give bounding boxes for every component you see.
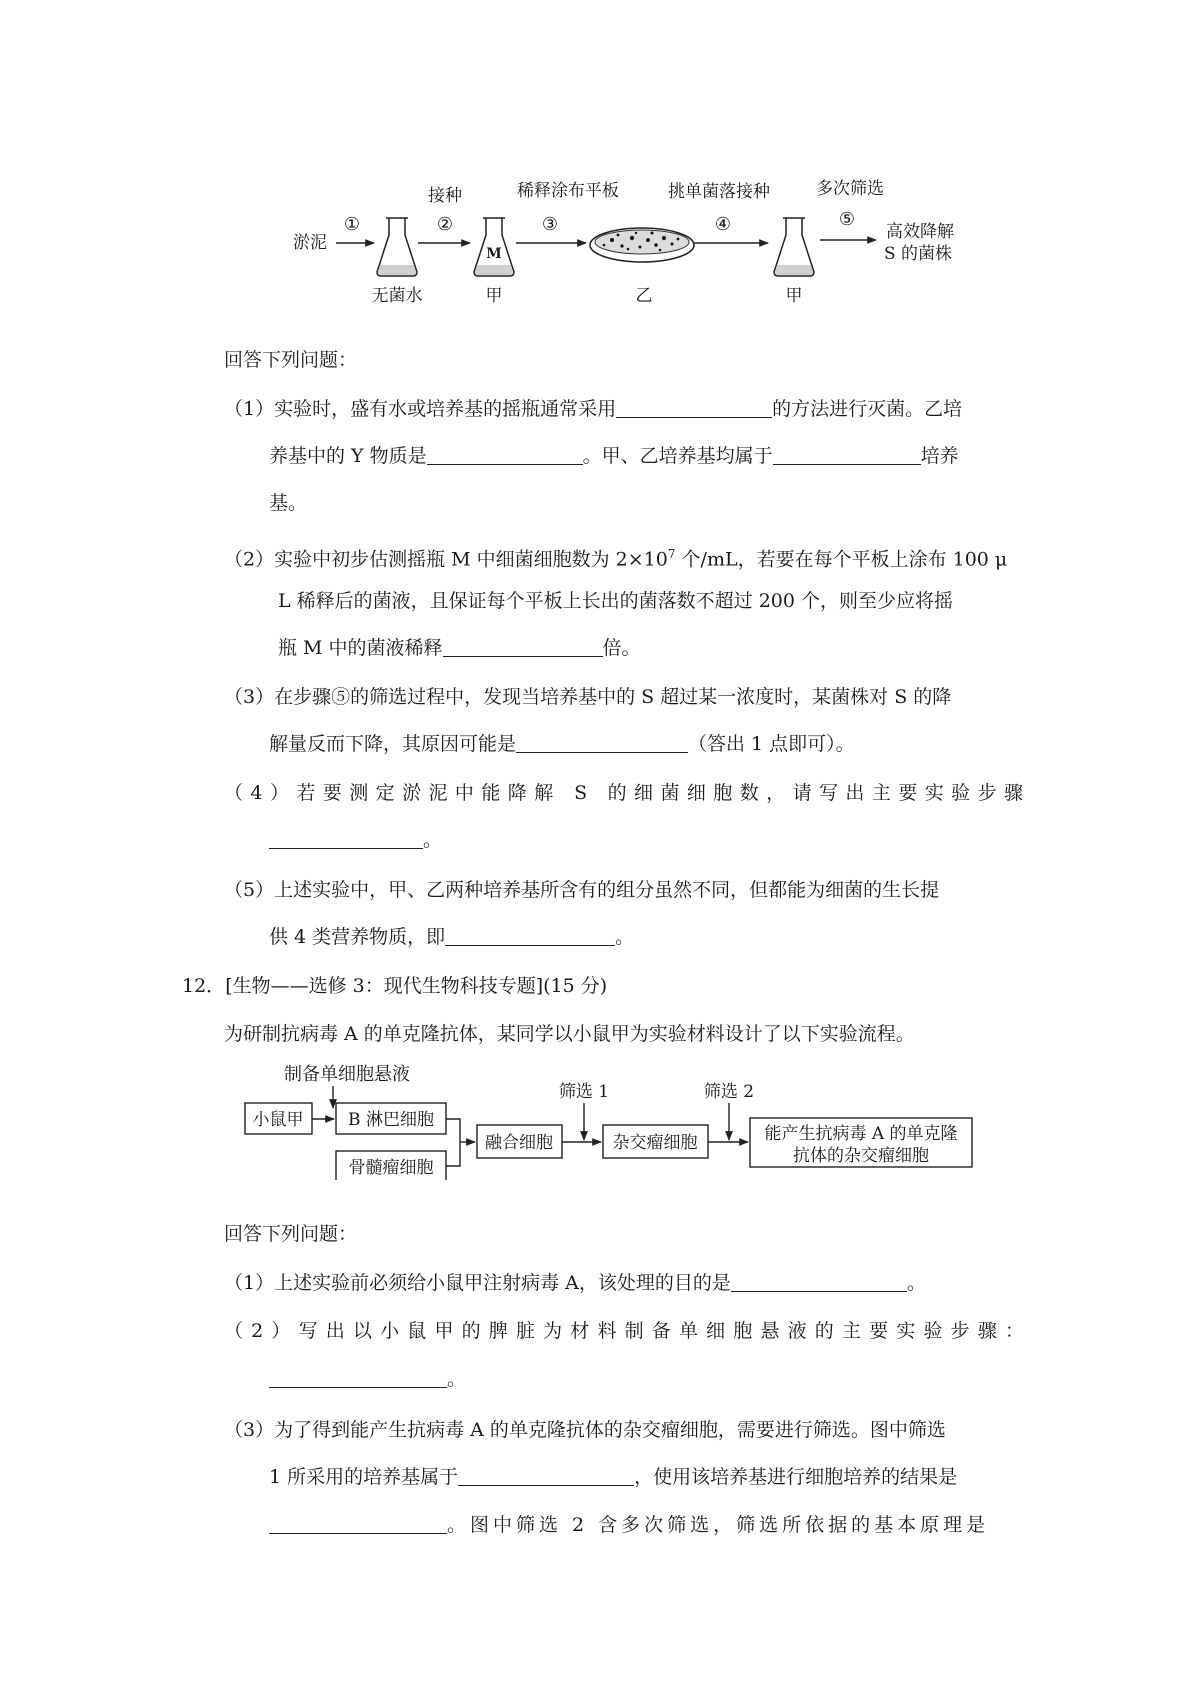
svg-text:B 淋巴细胞: B 淋巴细胞 (348, 1110, 434, 1130)
svg-text:骨髓瘤细胞: 骨髓瘤细胞 (348, 1158, 434, 1178)
s2-q3-line2: 1 所采用的培养基属于 ，使用该培养基进行细胞培养的结果是 (269, 1466, 958, 1488)
antibody-flow-diagram (0, 1050, 1200, 1180)
question-number: 12． (182, 975, 226, 997)
answer-blank[interactable] (445, 925, 615, 946)
step-label-screening: 多次筛选 (816, 179, 884, 199)
flask-m-label: M (486, 246, 502, 262)
question-12-header (182, 973, 607, 999)
answer-blank[interactable] (458, 1465, 634, 1486)
s1-q5-line1: （5）上述实验中，甲、乙两种培养基所含有的组分虽然不同，但都能为细菌的生长提 (224, 879, 940, 901)
answer-blank[interactable] (773, 444, 921, 465)
step-number-4: ④ (714, 214, 732, 235)
step-label-pick-colony: 挑单菌落接种 (668, 182, 770, 202)
s1-q4-line1: （4）若要测定淤泥中能降解 S 的细菌细胞数，请写出主要实验步骤 (224, 782, 1030, 804)
answer-blank[interactable] (516, 732, 688, 753)
svg-text:杂交瘤细胞: 杂交瘤细胞 (612, 1133, 698, 1153)
screen-1-label: 筛选 1 (558, 1082, 610, 1102)
step-number-2: ② (436, 214, 454, 235)
svg-text:抗体的杂交瘤细胞: 抗体的杂交瘤细胞 (793, 1146, 929, 1166)
s2-q3-line1: （3）为了得到能产生抗病毒 A 的单克隆抗体的杂交瘤细胞，需要进行筛选。图中筛选 (224, 1419, 946, 1441)
flask-jia-final (774, 218, 814, 276)
s1-q3-line1: （3）在步骤⑤的筛选过程中，发现当培养基中的 S 超过某一浓度时，某菌株对 S 的降 (224, 686, 952, 708)
section1-intro: 回答下列问题： (224, 349, 358, 371)
s2-q1-line1: （1）上述实验前必须给小鼠甲注射病毒 A，该处理的目的是 。 (224, 1272, 926, 1294)
svg-text:能产生抗病毒 A 的单克隆: 能产生抗病毒 A 的单克隆 (764, 1124, 958, 1144)
flask-sterile-water (377, 218, 417, 276)
s1-q2-line2: L 稀释后的菌液，且保证每个平板上长出的菌落数不超过 200 个，则至少应将摇 (278, 590, 954, 612)
prep-suspension-label: 制备单细胞悬液 (284, 1064, 410, 1085)
flask-1-label: 无菌水 (371, 286, 423, 306)
result-line-1: 高效降解 (886, 222, 954, 242)
answer-blank[interactable] (616, 397, 772, 418)
answer-blank[interactable] (731, 1271, 907, 1292)
s1-q1-line3: 基。 (269, 492, 308, 514)
section2-intro: 回答下列问题： (224, 1223, 358, 1245)
sludge-label: 淤泥 (293, 233, 327, 253)
question-title: [生物——选修 3：现代生物科技专题](15 分) (225, 975, 608, 997)
s1-q2-line1: （2）实验中初步估测摇瓶 M 中细菌细胞数为 $2\times 10^7$ 个/mL，若要在每个平板上涂布 100 μ (224, 547, 1008, 571)
s1-q1-line2: 养基中的 Y 物质是 。甲、乙培养基均属于 培养 (269, 445, 959, 467)
petri-dish (590, 228, 694, 262)
step-number-1: ① (343, 214, 361, 235)
svg-text:小鼠甲: 小鼠甲 (252, 1110, 304, 1130)
step-number-3: ③ (541, 214, 559, 235)
flask-2-label: 甲 (485, 286, 503, 306)
s1-q2-line3: 瓶 M 中的菌液稀释 倍。 (278, 637, 641, 659)
screening-flow-diagram (0, 0, 1200, 320)
s1-q4-line2: 。 (269, 827, 442, 853)
s2-q2-line2: 。 (269, 1366, 466, 1392)
answer-blank[interactable] (269, 1367, 447, 1388)
s1-q5-line2: 供 4 类营养物质，即 。 (269, 926, 635, 948)
s2-q2-line1: （2）写出以小鼠甲的脾脏为材料制备单细胞悬液的主要实验步骤： (224, 1320, 1030, 1342)
svg-text:融合细胞: 融合细胞 (485, 1133, 553, 1153)
answer-blank[interactable] (427, 444, 583, 465)
answer-blank[interactable] (269, 828, 423, 849)
s1-q1-line1: （1）实验时，盛有水或培养基的摇瓶通常采用 的方法进行灭菌。乙培 (224, 398, 963, 420)
answer-blank[interactable] (443, 636, 603, 657)
question-12-intro: 为研制抗病毒 A 的单克隆抗体，某同学以小鼠甲为实验材料设计了以下实验流程。 (224, 1023, 915, 1045)
answer-blank[interactable] (269, 1513, 447, 1534)
result-line-2: S 的菌株 (883, 244, 953, 264)
dish-label: 乙 (635, 286, 653, 306)
step-label-spread-plate: 稀释涂布平板 (517, 181, 619, 201)
screen-2-label: 筛选 2 (703, 1082, 755, 1102)
step-number-5: ⑤ (838, 209, 856, 230)
step-label-inoculate: 接种 (428, 186, 462, 206)
s1-q3-line2: 解量反而下降，其原因可能是 （答出 1 点即可）。 (269, 733, 855, 755)
flask-4-label: 甲 (785, 286, 803, 306)
s2-q3-line3: 。图中筛选 2 含多次筛选，筛选所依据的基本原理是 (269, 1512, 989, 1538)
